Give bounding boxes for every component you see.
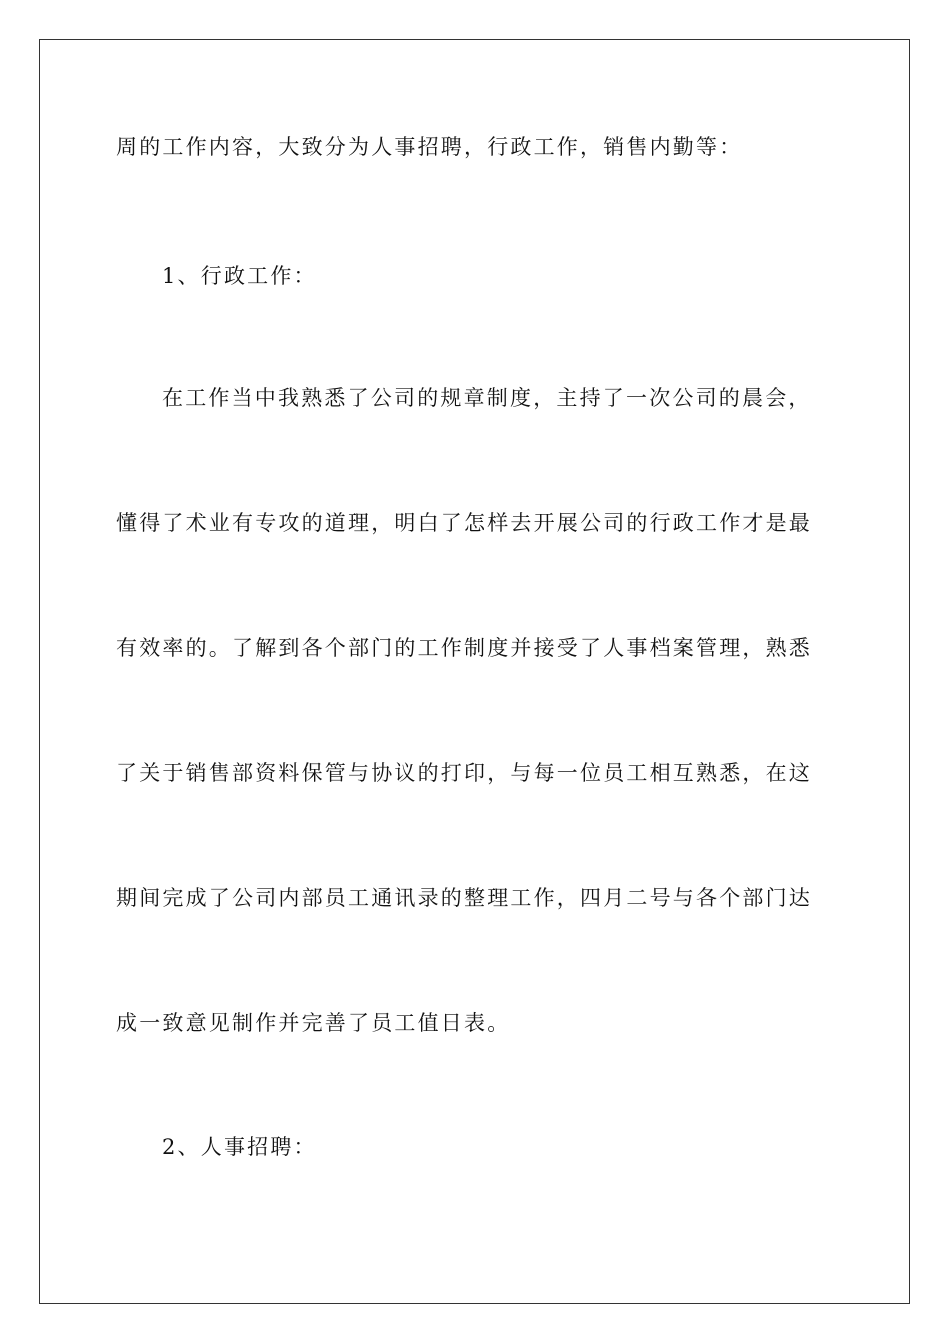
- paragraph-line: 懂得了术业有专攻的道理，明白了怎样去开展公司的行政工作才是最: [116, 511, 812, 535]
- section-heading-admin: 1、行政工作：: [162, 264, 317, 288]
- section-heading-hr: 2、人事招聘：: [162, 1135, 317, 1159]
- paragraph-line: 了关于销售部资料保管与协议的打印，与每一位员工相互熟悉，在这: [116, 761, 812, 785]
- page-border: [39, 39, 910, 1304]
- paragraph-line: 期间完成了公司内部员工通讯录的整理工作，四月二号与各个部门达: [116, 886, 812, 910]
- paragraph-line: 周的工作内容，大致分为人事招聘，行政工作，销售内勤等：: [116, 135, 743, 159]
- paragraph-line: 有效率的。了解到各个部门的工作制度并接受了人事档案管理，熟悉: [116, 636, 812, 660]
- paragraph-line: 在工作当中我熟悉了公司的规章制度，主持了一次公司的晨会，: [162, 386, 812, 410]
- paragraph-line: 成一致意见制作并完善了员工值日表。: [116, 1011, 511, 1035]
